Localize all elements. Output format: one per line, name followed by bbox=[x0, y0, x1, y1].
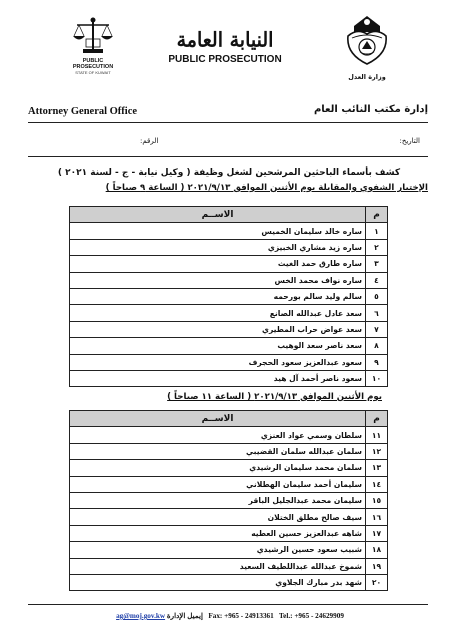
column-header-number: م bbox=[366, 411, 388, 427]
reference-number-label: الرقم: bbox=[140, 137, 159, 145]
row-number: ٩ bbox=[366, 354, 388, 370]
table-row bbox=[70, 427, 388, 443]
scales-icon bbox=[71, 16, 115, 56]
row-number: ١٥ bbox=[366, 492, 388, 508]
candidate-name: سعد عادل عبدالله الصانع bbox=[70, 305, 366, 321]
table-row bbox=[70, 305, 388, 321]
row-number: ٣ bbox=[366, 256, 388, 272]
reference-line bbox=[28, 137, 428, 151]
left-logo-caption: PUBLIC PROSECUTION bbox=[72, 58, 114, 70]
table-header-row bbox=[70, 207, 388, 223]
candidate-name: سعد ناصر سعد الوهيب bbox=[70, 338, 366, 354]
candidate-name: شهد بدر مبارك الجلاوي bbox=[70, 574, 366, 590]
candidate-name: ساره نواف محمد الخس bbox=[70, 272, 366, 288]
footer-divider bbox=[28, 604, 428, 605]
table-row bbox=[70, 239, 388, 255]
candidate-name: سيف صالح مطلق الختلان bbox=[70, 509, 366, 525]
candidate-name: شموخ عبدالله عبداللطيف السعيد bbox=[70, 558, 366, 574]
table-row bbox=[70, 525, 388, 541]
table-row bbox=[70, 542, 388, 558]
row-number: ٥ bbox=[366, 288, 388, 304]
candidate-name: شاهه عبدالعزيز حسين العطيه bbox=[70, 525, 366, 541]
session2-table bbox=[69, 410, 388, 591]
row-number: ١٦ bbox=[366, 509, 388, 525]
table-row bbox=[70, 288, 388, 304]
candidate-name: شبيب سعود حسين الرشيدي bbox=[70, 542, 366, 558]
table-row bbox=[70, 223, 388, 239]
candidate-name: ساره خالد سليمان الخميس bbox=[70, 223, 366, 239]
row-number: ١١ bbox=[366, 427, 388, 443]
prosecution-scales-logo bbox=[62, 16, 124, 75]
row-number: ٢٠ bbox=[366, 574, 388, 590]
table-row bbox=[70, 476, 388, 492]
row-number: ١٤ bbox=[366, 476, 388, 492]
session2-heading: يوم الأثنين الموافق ٢٠٢١/٩/١٣ ( الساعة ١١ صباحاً ) bbox=[167, 392, 382, 402]
emblem-icon bbox=[344, 14, 390, 68]
row-number: ٤ bbox=[366, 272, 388, 288]
row-number: ١٩ bbox=[366, 558, 388, 574]
candidate-name: سلمان محمد سليمان الرشيدي bbox=[70, 460, 366, 476]
session1-table bbox=[69, 206, 388, 387]
row-number: ١٢ bbox=[366, 443, 388, 459]
row-number: ٦ bbox=[366, 305, 388, 321]
row-number: ١٧ bbox=[366, 525, 388, 541]
table-row bbox=[70, 443, 388, 459]
table-row bbox=[70, 354, 388, 370]
office-name-english: Attorney General Office bbox=[28, 106, 138, 117]
row-number: ٢ bbox=[366, 239, 388, 255]
row-number: ١٣ bbox=[366, 460, 388, 476]
reference-divider bbox=[28, 156, 428, 157]
candidate-name: سالم وليد سالم بورحمه bbox=[70, 288, 366, 304]
table-row bbox=[70, 492, 388, 508]
candidate-name: سعود ناصر أحمد آل هيد bbox=[70, 370, 366, 386]
document-title: كشف بأسماء الباحثين المرشحين لشغل وظيفة ( وكيل نيابة - ج - لسنة ٢٠٢١ ) bbox=[57, 168, 401, 178]
table-row bbox=[70, 272, 388, 288]
kuwait-emblem-logo bbox=[332, 14, 402, 81]
candidate-name: سلطان وسمي عواد العنزي bbox=[70, 427, 366, 443]
email-link[interactable]: ag@moj.gov.kw bbox=[116, 612, 166, 620]
row-number: ٧ bbox=[366, 321, 388, 337]
table-row bbox=[70, 460, 388, 476]
table-row bbox=[70, 509, 388, 525]
table-row bbox=[70, 338, 388, 354]
session1-heading: الإختبار الشفوي والمقابلة يوم الأثنين الموافق ٢٠٢١/٩/١٣ ( الساعة ٩ صباحاً ) bbox=[105, 183, 428, 193]
candidate-name: سعود عبدالعزيز سعود الحجرف bbox=[70, 354, 366, 370]
candidate-name: ساره طارق حمد الغيث bbox=[70, 256, 366, 272]
candidate-name: سعد عواض حراب المطيري bbox=[70, 321, 366, 337]
ministry-name: وزارة العدل bbox=[348, 73, 386, 81]
calligraphy-title: النيابة العامة bbox=[176, 28, 274, 52]
office-name-arabic: إدارة مكتب النائب العام bbox=[313, 104, 428, 115]
column-header-name: الاســم bbox=[70, 411, 366, 427]
column-header-name: الاســم bbox=[70, 207, 366, 223]
contact-footer bbox=[0, 611, 460, 620]
candidate-name: سلمان عبدالله سلمان القضيبي bbox=[70, 443, 366, 459]
column-header-number: م bbox=[366, 207, 388, 223]
candidate-name: ساره زيد مشاري الخبيزي bbox=[70, 239, 366, 255]
row-number: ١ bbox=[366, 223, 388, 239]
header-divider bbox=[28, 122, 428, 123]
table-header-row bbox=[70, 411, 388, 427]
public-prosecution-wordmark bbox=[162, 28, 288, 65]
table-row bbox=[70, 256, 388, 272]
email-label: إيميل الإدارة bbox=[166, 612, 203, 620]
english-wordmark: PUBLIC PROSECUTION bbox=[168, 54, 282, 65]
row-number: ١٠ bbox=[366, 370, 388, 386]
table-row bbox=[70, 558, 388, 574]
candidate-name: سليمان أحمد سليمان الهطلاني bbox=[70, 476, 366, 492]
candidate-name: سليمان محمد عبدالجليل الباقر bbox=[70, 492, 366, 508]
row-number: ٨ bbox=[366, 338, 388, 354]
left-logo-subcaption: STATE OF KUWAIT bbox=[75, 70, 111, 75]
table-row bbox=[70, 370, 388, 386]
table-row bbox=[70, 321, 388, 337]
date-label: التاريخ: bbox=[399, 137, 420, 145]
table-row bbox=[70, 574, 388, 590]
fax-number: Fax: +965 - 24913361 bbox=[208, 612, 274, 620]
row-number: ١٨ bbox=[366, 542, 388, 558]
tel-number: Tel.: +965 - 24629909 bbox=[279, 612, 344, 620]
